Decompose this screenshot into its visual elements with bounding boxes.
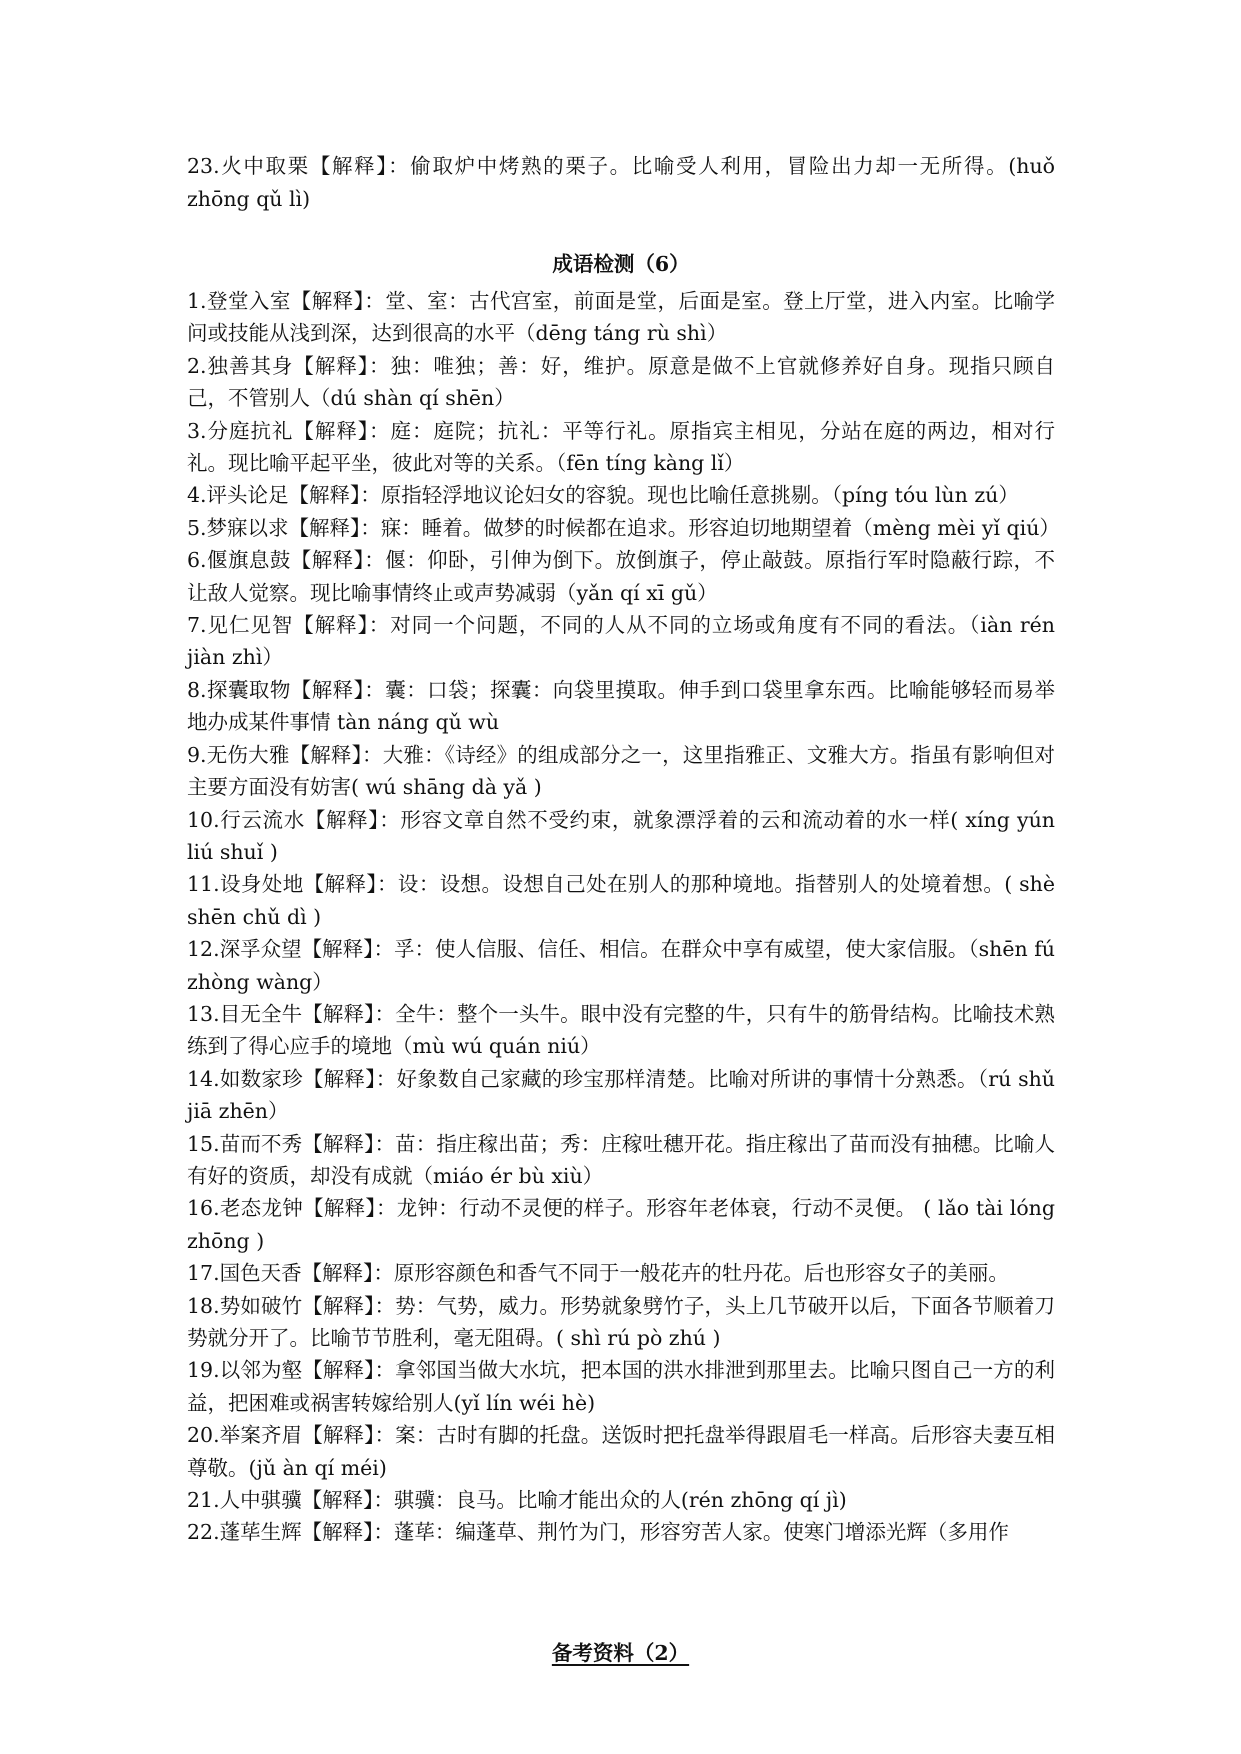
list-item: 22.蓬荜生辉【解释】：蓬荜：编蓬草、荆竹为门，形容穷苦人家。使寒门增添光辉（多用作 — [187, 1520, 1009, 1545]
list-item: 1.登堂入室【解释】：堂、室：古代宫室，前面是堂，后面是室。登上厅堂，进入内室。比喻学问或技能从浅到深，达到很高的水平（dēng táng rù shì） — [187, 289, 1055, 346]
list-item: 7.见仁见智【解释】：对同一个问题，不同的人从不同的立场或角度有不同的看法。（iàn rén jiàn zhì） — [187, 613, 1055, 670]
list-item: 9.无伤大雅【解释】：大雅：《诗经》的组成部分之一，这里指雅正、文雅大方。指虽有影响但对主要方面没有妨害( wú shāng dà yǎ ) — [187, 742, 1055, 800]
list-item: 6.偃旗息鼓【解释】：偃：仰卧，引伸为倒下。放倒旗子，停止敲鼓。原指行军时隐蔽行踪，不让敌人觉察。现比喻事情终止或声势减弱（yǎn qí xī gǔ） — [187, 548, 1055, 605]
list-item: 4.评头论足【解释】：原指轻浮地议论妇女的容貌。现也比喻任意挑剔。（píng tóu lùn zú） — [187, 483, 1019, 508]
list-item: 12.深孚众望【解释】：孚：使人信服、信任、相信。在群众中享有威望，使大家信服。（shēn fú zhòng wàng） — [187, 937, 1055, 994]
list-item: 14.如数家珍【解释】：好象数自己家藏的珍宝那样清楚。比喻对所讲的事情十分熟悉。（rú shǔ jiā zhēn） — [187, 1066, 1055, 1124]
list-item: 19.以邻为壑【解释】：拿邻国当做大水坑，把本国的洪水排泄到那里去。比喻只图自己一方的利益，把困难或祸害转嫁给别人(yǐ lín wéi hè) — [187, 1358, 1055, 1415]
section-title: 成语检测（6） — [552, 252, 690, 276]
list-item: 13.目无全牛【解释】：全牛：整个一头牛。眼中没有完整的牛，只有牛的筋骨结构。比喻技术熟练到了得心应手的境地（mù wú quán niú） — [187, 1001, 1055, 1059]
list-item: 8.探囊取物【解释】：囊：口袋；探囊：向袋里摸取。伸手到口袋里拿东西。比喻能够轻而易举地办成某件事情 tàn náng qǔ wù — [187, 677, 1055, 735]
footer-label: 备考资料（2） — [551, 1641, 690, 1665]
list-item: 17.国色天香【解释】：原形容颜色和香气不同于一般花卉的牡丹花。后也形容女子的美丽。 — [187, 1261, 1009, 1286]
list-item: 5.梦寐以求【解释】：寐：睡着。做梦的时候都在追求。形容迫切地期望着（mèng mèi yǐ qiú） — [187, 515, 1060, 540]
list-item: 16.老态龙钟【解释】：龙钟：行动不灵便的样子。形容年老体衰，行动不灵便。 ( lǎo tài lóng zhōng ) — [187, 1196, 1055, 1253]
list-item: 10.行云流水【解释】：形容文章自然不受约束，就象漂浮着的云和流动着的水一样( xíng yún liú shuǐ ) — [187, 807, 1055, 864]
list-item: 11.设身处地【解释】：设：设想。设想自己处在别人的那种境地。指替别人的处境着想。( shè shēn chǔ dì ) — [187, 872, 1055, 929]
idiom-list — [187, 285, 1060, 1549]
list-item: 3.分庭抗礼【解释】：庭：庭院；抗礼：平等行礼。原指宾主相见，分站在庭的两边，相对行礼。现比喻平起平坐，彼此对等的关系。（fēn tíng kàng lǐ） — [187, 418, 1055, 476]
list-item: 20.举案齐眉【解释】：案：古时有脚的托盘。送饭时把托盘举得跟眉毛一样高。后形容夫妻互相尊敬。(jǔ àn qí méi) — [187, 1423, 1055, 1480]
list-item: 15.苗而不秀【解释】：苗：指庄稼出苗；秀：庄稼吐穗开花。指庄稼出了苗而没有抽穗。比喻人有好的资质，却没有成就（miáo ér bù xiù） — [187, 1131, 1055, 1188]
list-item: 18.势如破竹【解释】：势：气势，威力。形势就象劈竹子，头上几节破开以后，下面各节顺着刀势就分开了。比喻节节胜利，毫无阻碍。( shì rú pò zhú ) — [187, 1293, 1055, 1350]
document-body — [187, 150, 1060, 1549]
page-footer — [0, 1636, 1241, 1666]
entry-23: 23.火中取栗【解释】：偷取炉中烤熟的栗子。比喻受人利用，冒险出力却一无所得。(huǒ zhōng qǔ lì) — [187, 154, 1055, 211]
list-item: 2.独善其身【解释】：独：唯独；善：好，维护。原意是做不上官就修养好自身。现指只顾自己，不管别人（dú shàn qí shēn） — [187, 353, 1055, 411]
list-item: 21.人中骐骥【解释】：骐骥：良马。比喻才能出众的人(rén zhōng qí jì) — [187, 1488, 847, 1513]
